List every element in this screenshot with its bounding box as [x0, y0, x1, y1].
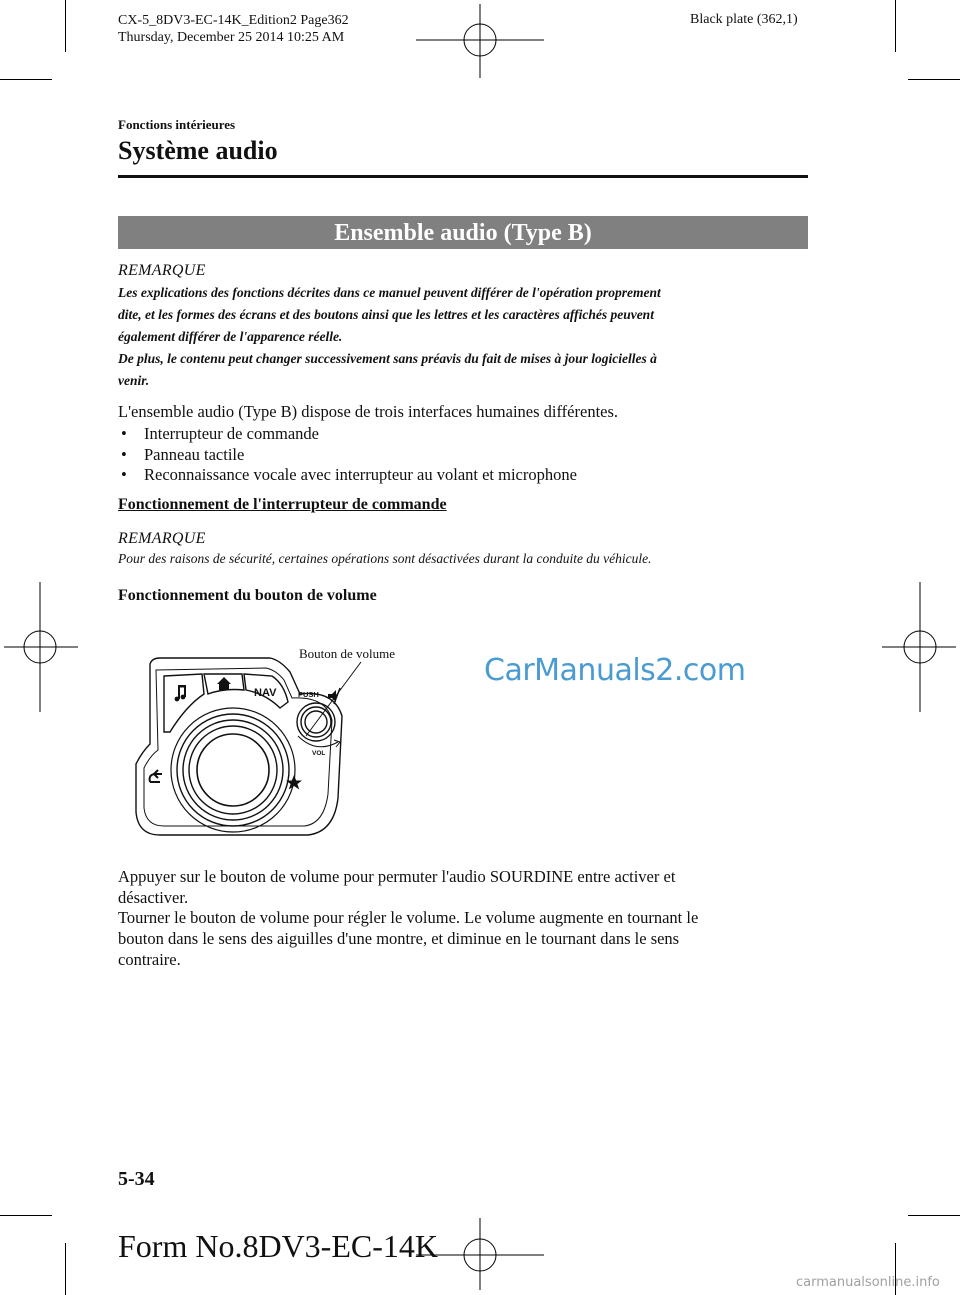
- interface-list: [118, 424, 577, 486]
- section-title: Système audio: [118, 136, 278, 165]
- list-item: • Reconnaissance vocale avec interrupteur au volant et microphone: [118, 465, 577, 486]
- header-file-info: [118, 12, 349, 46]
- header-file-line: CX-5_8DV3-EC-14K_Edition2 Page362: [118, 13, 349, 28]
- vol-label: VOL: [312, 750, 326, 757]
- note2-title: REMARQUE: [118, 530, 206, 547]
- section-divider: [118, 175, 808, 178]
- note1-body: [118, 282, 808, 392]
- commander-switch-illustration: [120, 632, 420, 842]
- paragraph-line: bouton dans le sens des aiguilles d'une montre, et diminue en le tournant dans le sens: [118, 929, 680, 949]
- list-item: • Interrupteur de commande: [118, 424, 577, 445]
- note1-line: également différer de l'apparence réelle.: [118, 329, 343, 344]
- subheading-volume: Fonctionnement du bouton de volume: [118, 587, 377, 604]
- page-number: 5-34: [118, 1168, 155, 1190]
- topic-banner: Ensemble audio (Type B): [118, 216, 808, 249]
- note1-line: Les explications des fonctions décrites dans ce manuel peuvent différer de l'opération proprement: [118, 285, 661, 300]
- form-number: Form No.8DV3-EC-14K: [118, 1228, 438, 1264]
- subheading-commander: Fonctionnement de l'interrupteur de commande: [118, 496, 447, 513]
- note1-line: venir.: [118, 373, 150, 388]
- header-plate: Black plate (362,1): [690, 12, 798, 27]
- figure-callout-label: Bouton de volume: [299, 646, 396, 661]
- watermark-carmanuals2: CarManuals2.com: [484, 653, 746, 688]
- nav-button-label: NAV: [254, 687, 277, 699]
- note1-line: De plus, le contenu peut changer successivement sans préavis du fait de mises à jour logicielles à: [118, 351, 657, 366]
- note1-line: dite, et les formes des écrans et des boutons ainsi que les lettres et les caractères affichés peuvent: [118, 307, 654, 322]
- note2-body: Pour des raisons de sécurité, certaines opérations sont désactivées durant la conduite du véhicule.: [118, 551, 652, 566]
- header-date-line: Thursday, December 25 2014 10:25 AM: [118, 30, 345, 45]
- list-item: • Panneau tactile: [118, 445, 577, 466]
- volume-instructions: [118, 867, 808, 971]
- note1-title: REMARQUE: [118, 262, 206, 279]
- chapter-label: Fonctions intérieures: [118, 117, 236, 132]
- paragraph-line: contraire.: [118, 949, 181, 969]
- paragraph-line: désactiver.: [118, 887, 189, 907]
- paragraph-line: Tourner le bouton de volume pour régler le volume. Le volume augmente en tournant le: [118, 908, 699, 928]
- push-label: PUSH: [298, 690, 319, 699]
- intro-text: L'ensemble audio (Type B) dispose de trois interfaces humaines différentes.: [118, 402, 619, 421]
- paragraph-line: Appuyer sur le bouton de volume pour permuter l'audio SOURDINE entre activer et: [118, 867, 676, 886]
- site-credit: carmanualsonline.info: [796, 1275, 940, 1290]
